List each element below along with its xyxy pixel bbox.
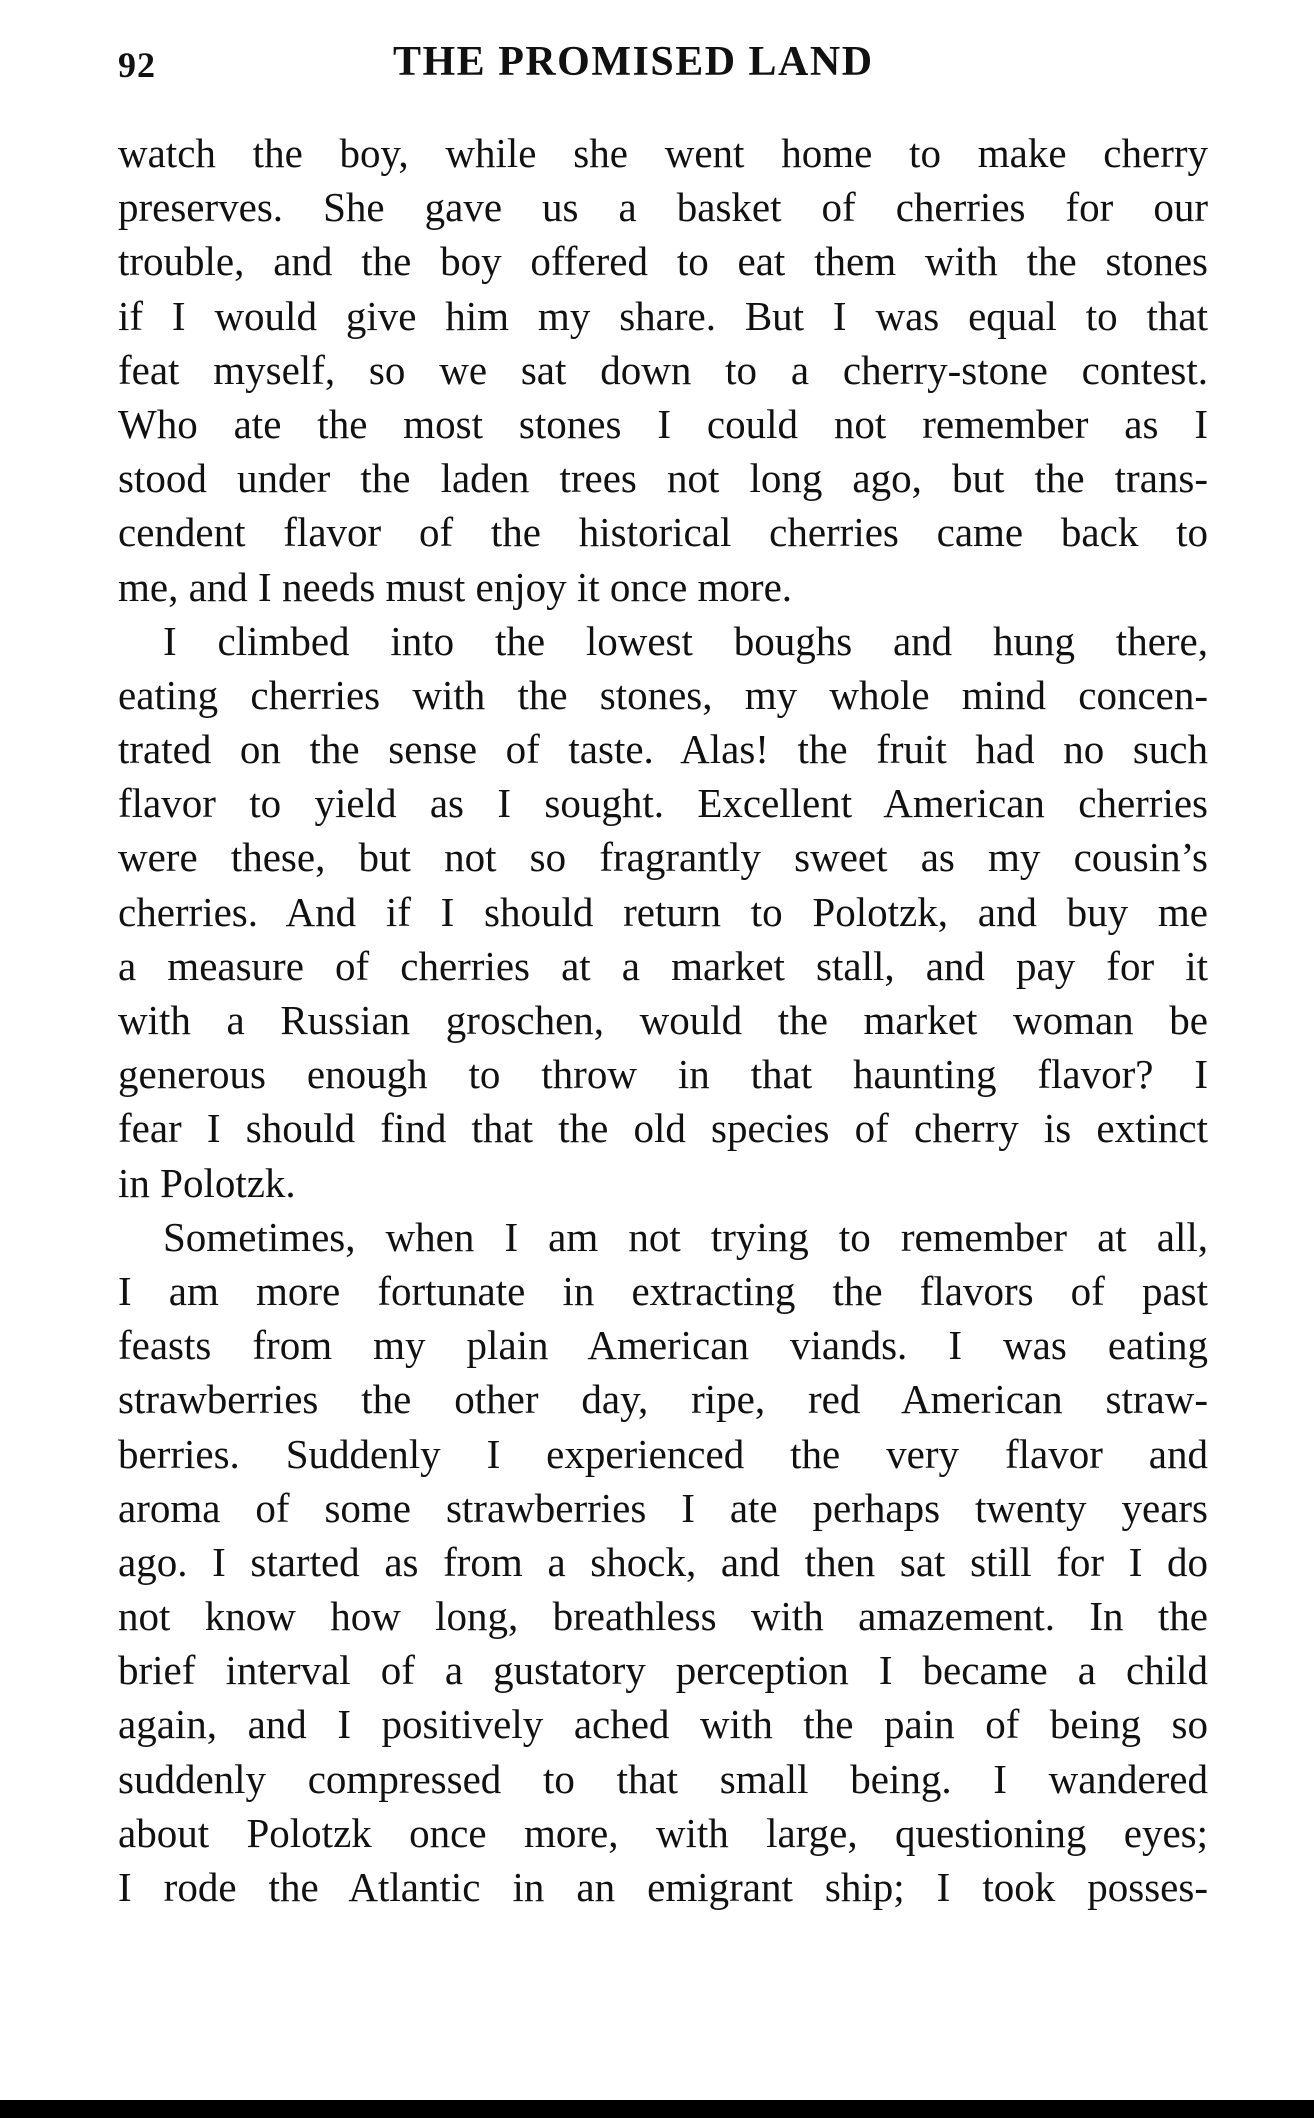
text-line: ago. I started as from a shock, and then sat still for I do [118,1538,1208,1585]
text-line: eating cherries with the stones, my whole mind concen- [118,671,1208,718]
text-line: trouble, and the boy offered to eat them with the stones [118,238,1208,285]
text-line: with a Russian groschen, would the market woman be [118,997,1208,1043]
body-text [118,126,1208,1914]
scan-bottom-edge [0,2100,1314,2118]
page-number: 92 [118,45,156,85]
text-line: feasts from my plain American viands. I was eating [118,1322,1208,1369]
text-line: again, and I positively ached with the pain of being so [118,1701,1208,1748]
text-line: in Polotzk. [118,1159,296,1206]
text-line: were these, but not so fragrantly sweet as my cousin’s [118,834,1208,881]
text-line: I rode the Atlantic in an emigrant ship; I took posses- [118,1864,1208,1910]
text-line: feat myself, so we sat down to a cherry-stone contest. [118,346,1208,393]
text-line: flavor to yield as I sought. Excellent American cherries [118,780,1208,827]
text-line: me, and I needs must enjoy it once more. [118,563,793,610]
text-line: suddenly compressed to that small being. I wandered [118,1755,1208,1802]
text-line: I am more fortunate in extracting the flavors of past [118,1267,1208,1314]
text-line: Sometimes, when I am not trying to remember at all, [163,1213,1208,1260]
text-line: preserves. She gave us a basket of cherries for our [118,184,1208,231]
text-line: cherries. And if I should return to Polotzk, and buy me [118,888,1208,935]
text-line: about Polotzk once more, with large, questioning eyes; [118,1809,1208,1856]
text-line: watch the boy, while she went home to make cherry [118,130,1208,176]
text-line: I climbed into the lowest boughs and hung there, [163,617,1208,664]
text-line: fear I should find that the old species of cherry is extinct [118,1105,1208,1152]
text-line: stood under the laden trees not long ago, but the trans- [118,455,1208,502]
text-line: Who ate the most stones I could not remember as I [118,400,1208,447]
text-line: berries. Suddenly I experienced the very flavor and [118,1430,1208,1477]
text-line: aroma of some strawberries I ate perhaps twenty years [118,1484,1208,1531]
text-line: trated on the sense of taste. Alas! the fruit had no such [118,726,1208,773]
page-header [118,38,1208,98]
running-title: THE PROMISED LAND [393,39,874,85]
text-line: generous enough to throw in that haunting flavor? I [118,1051,1208,1098]
text-line: if I would give him my share. But I was equal to that [118,292,1208,339]
text-line: not know how long, breathless with amazement. In the [118,1593,1208,1640]
text-line: a measure of cherries at a market stall, and pay for it [118,942,1208,989]
text-line: cendent flavor of the historical cherries came back to [118,509,1208,556]
text-line: brief interval of a gustatory perception I became a child [118,1647,1208,1694]
text-line: strawberries the other day, ripe, red American straw- [118,1376,1208,1423]
